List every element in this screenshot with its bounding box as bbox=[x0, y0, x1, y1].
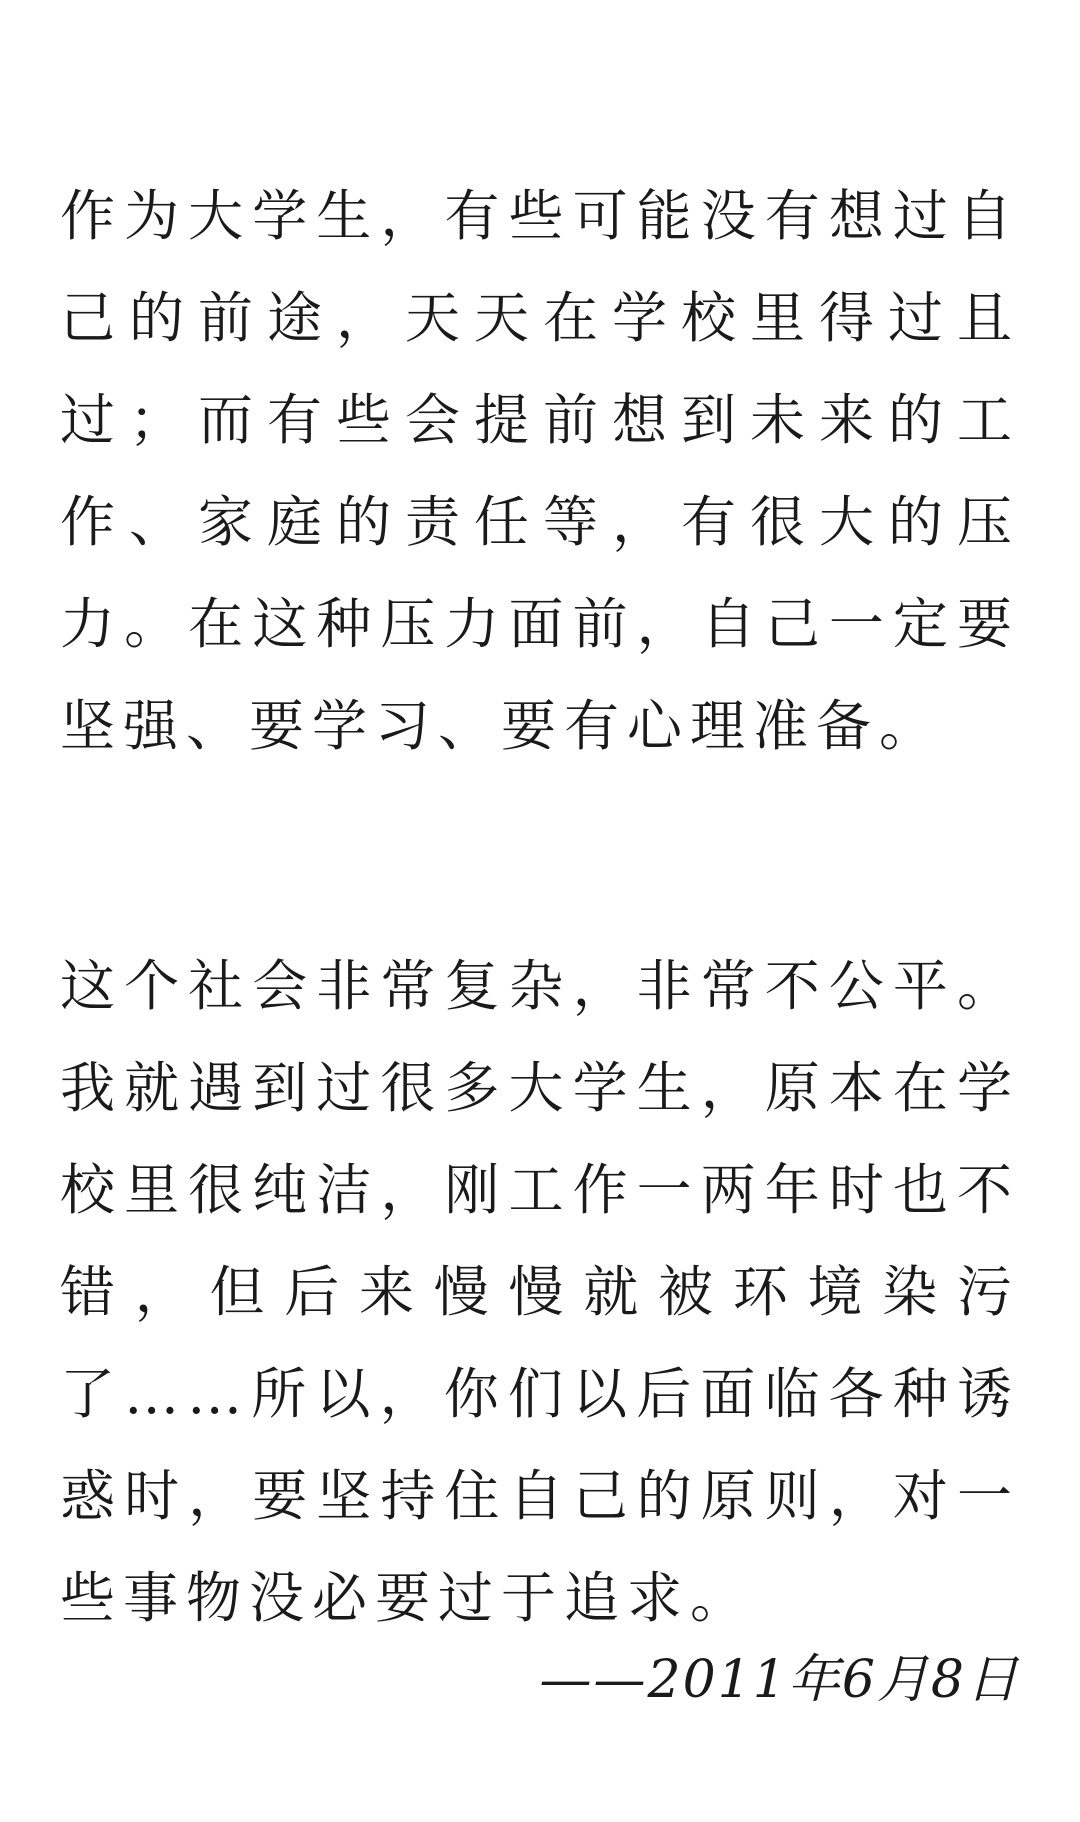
paragraph-2: 这个社会非常复杂，非常不公平。我就遇到过很多大学生，原本在学校里很纯洁，刚工作一两年时也不错，但后来慢慢就被环境染污了……所以，你们以后面临各种诱惑时，要坚持住自己的原则，对一些事物没必要过于追求。 bbox=[60, 954, 1020, 1630]
date-signature: ——2011年6月8日 bbox=[539, 1650, 1020, 1710]
paragraph-1: 作为大学生，有些可能没有想过自己的前途，天天在学校里得过且过；而有些会提前想到未来的工作、家庭的责任等，有很大的压力。在这种压力面前，自己一定要坚强、要学习、要有心理准备。 bbox=[60, 184, 1020, 758]
